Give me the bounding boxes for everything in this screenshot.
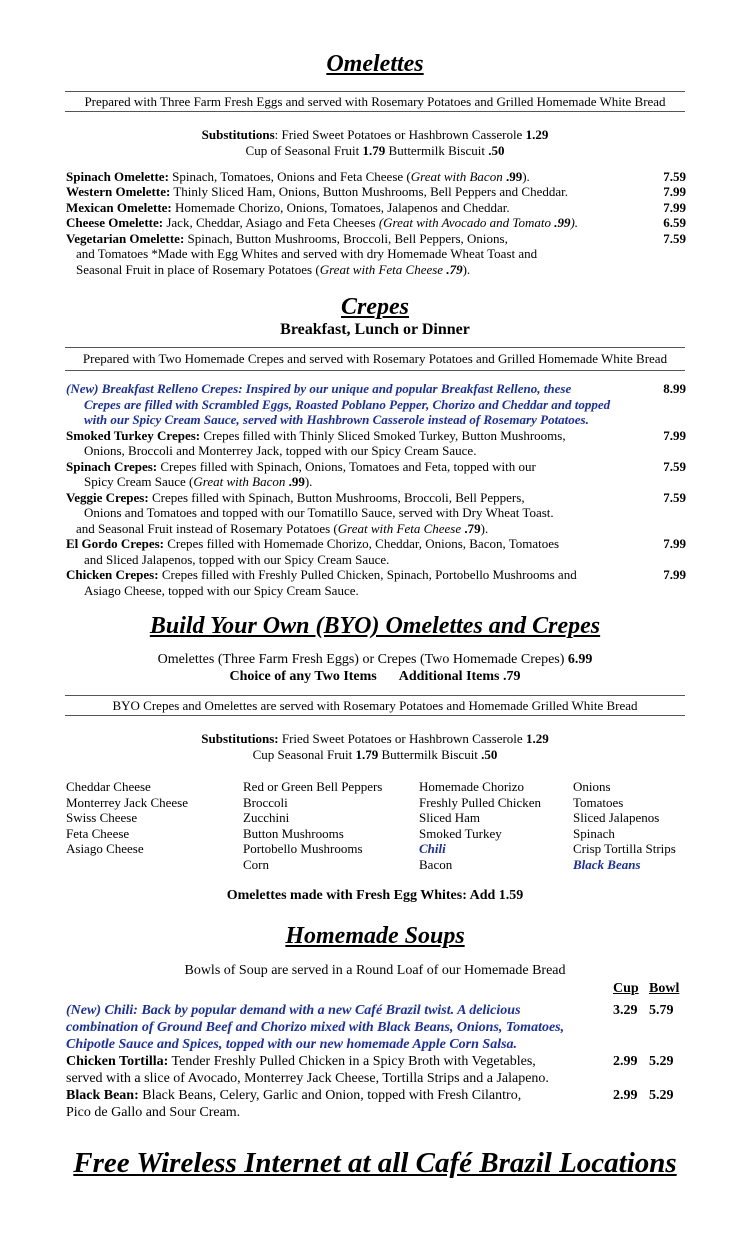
ingredient: Bacon	[419, 857, 453, 872]
menu-item-desc: with our Spicy Cream Sauce, served with Hashbrown Casserole instead of Rosemary Potatoes.	[84, 412, 589, 427]
ingredient: Asiago Cheese	[66, 841, 144, 856]
soups-intro: Bowls of Soup are served in a Round Loaf of our Homemade Bread	[184, 963, 566, 978]
bowl-price: 5.29	[649, 1088, 674, 1103]
menu-item: Chicken Crepes: Crepes filled with Freshly Pulled Chicken, Spinach, Portobello Mushrooms and	[66, 567, 577, 582]
menu-item-desc: Onions and Tomatoes and topped with our Tomatillo Sauce, served with Dry Wheat Toast.	[84, 505, 554, 520]
menu-item-desc: Onions, Broccoli and Monterrey Jack, topped with our Spicy Cream Sauce.	[84, 443, 477, 458]
ingredient: Swiss Cheese	[66, 810, 138, 825]
ingredient: Button Mushrooms	[243, 826, 344, 841]
ingredient: Freshly Pulled Chicken	[419, 795, 542, 810]
menu-item-desc: and Seasonal Fruit instead of Rosemary Potatoes (Great with Feta Cheese .79).	[76, 521, 489, 536]
ingredient: Corn	[243, 857, 269, 872]
cup-price: 3.29	[613, 1003, 638, 1018]
ingredient: Portobello Mushrooms	[243, 841, 363, 856]
crepes-subtitle: Breakfast, Lunch or Dinner	[280, 321, 470, 338]
soup-item-desc: Chipotle Sauce and Spices, topped with our new homemade Apple Corn Salsa.	[66, 1037, 518, 1052]
omelettes-title: Omelettes	[326, 51, 424, 77]
item-price: 7.99	[663, 567, 686, 582]
ingredient: Cheddar Cheese	[66, 779, 151, 794]
soup-item: (New) Chili: Back by popular demand with a new Café Brazil twist. A delicious	[66, 1003, 521, 1018]
omelettes-intro: Prepared with Three Farm Fresh Eggs and served with Rosemary Potatoes and Grilled Homemade White Bread	[84, 94, 666, 109]
byo-intro: BYO Crepes and Omelettes are served with Rosemary Potatoes and Homemade Grilled White Bread	[112, 698, 638, 713]
soup-item: Black Bean: Black Beans, Celery, Garlic and Onion, topped with Fresh Cilantro,	[66, 1088, 522, 1103]
wifi-banner: Free Wireless Internet at all Café Brazil Locations	[73, 1147, 677, 1179]
menu-item: Smoked Turkey Crepes: Crepes filled with Thinly Sliced Smoked Turkey, Button Mushrooms,	[66, 428, 566, 443]
item-price: 7.99	[663, 200, 686, 215]
ingredient: Feta Cheese	[66, 826, 130, 841]
item-price: 7.99	[663, 536, 686, 551]
bowl-price: 5.79	[649, 1003, 674, 1018]
byo-title: Build Your Own (BYO) Omelettes and Crepes	[149, 613, 601, 639]
soup-item-desc: combination of Ground Beef and Chorizo mixed with Black Beans, Onions, Tomatoes,	[66, 1020, 565, 1035]
menu-item: Western Omelette: Thinly Sliced Ham, Onions, Button Mushrooms, Bell Peppers and Cheddar.	[66, 184, 568, 199]
item-price: 7.99	[663, 184, 686, 199]
ingredient: Sliced Ham	[419, 810, 481, 825]
crepes-intro: Prepared with Two Homemade Crepes and served with Rosemary Potatoes and Grilled Homemade White Bread	[82, 351, 668, 366]
menu-item: Spinach Crepes: Crepes filled with Spinach, Onions, Tomatoes and Feta, topped with our	[66, 459, 536, 474]
cup-price: 2.99	[613, 1054, 638, 1069]
divider	[65, 695, 685, 696]
ingredient: Spinach	[573, 826, 615, 841]
bowl-header: Bowl	[649, 981, 680, 996]
menu-item-desc: Seasonal Fruit in place of Rosemary Potatoes (Great with Feta Cheese .79).	[76, 262, 471, 277]
ingredient: Tomatoes	[573, 795, 624, 810]
ingredient: Chili	[419, 841, 446, 856]
item-price: 6.59	[663, 215, 686, 230]
cup-header: Cup	[613, 981, 639, 996]
ingredient: Crisp Tortilla Strips	[573, 841, 676, 856]
menu-item-desc: and Sliced Jalapenos, topped with our Spicy Cream Sauce.	[84, 552, 390, 567]
ingredient: Monterrey Jack Cheese	[66, 795, 189, 810]
menu-item: Cheese Omelette: Jack, Cheddar, Asiago and Feta Cheeses (Great with Avocado and Tomato .99).	[66, 215, 579, 230]
ingredient: Broccoli	[243, 795, 288, 810]
soup-item: Chicken Tortilla: Tender Freshly Pulled Chicken in a Spicy Broth with Vegetables,	[66, 1054, 536, 1069]
byo-substitutions-2: Cup Seasonal Fruit 1.79 Buttermilk Biscuit .50	[252, 747, 498, 762]
menu-item-desc: Asiago Cheese, topped with our Spicy Cream Sauce.	[84, 583, 359, 598]
item-price: 7.59	[663, 459, 686, 474]
divider	[65, 715, 685, 716]
ingredient: Smoked Turkey	[419, 826, 502, 841]
omelettes-substitutions-2: Cup of Seasonal Fruit 1.79 Buttermilk Biscuit .50	[245, 143, 505, 158]
omelettes-substitutions: Substitutions: Fried Sweet Potatoes or Hashbrown Casserole 1.29	[201, 127, 549, 142]
soup-item-desc: served with a slice of Avocado, Monterrey Jack Cheese, Tortilla Strips and a Jalapeno.	[66, 1071, 549, 1086]
soup-item-desc: Pico de Gallo and Sour Cream.	[66, 1105, 241, 1120]
divider	[65, 370, 685, 371]
menu-item: El Gordo Crepes: Crepes filled with Homemade Chorizo, Cheddar, Onions, Bacon, Tomatoes	[66, 536, 560, 551]
item-price: 7.99	[663, 428, 686, 443]
menu-item: Veggie Crepes: Crepes filled with Spinach, Button Mushrooms, Broccoli, Bell Peppers,	[66, 490, 525, 505]
ingredient: Homemade Chorizo	[419, 779, 525, 794]
divider	[65, 91, 685, 92]
divider	[65, 111, 685, 112]
menu-item-desc: Crepes are filled with Scrambled Eggs, Roasted Poblano Pepper, Chorizo and Cheddar and topped	[84, 397, 611, 412]
menu-item-desc: Spicy Cream Sauce (Great with Bacon .99).	[84, 474, 313, 489]
egg-whites-note: Omelettes made with Fresh Egg Whites: Add 1.59	[226, 888, 524, 903]
ingredient: Red or Green Bell Peppers	[243, 779, 383, 794]
menu-item-desc: and Tomatoes *Made with Egg Whites and served with dry Homemade Wheat Toast and	[76, 246, 538, 261]
soups-title: Homemade Soups	[285, 923, 465, 949]
crepes-title: Crepes	[341, 294, 409, 320]
byo-substitutions: Substitutions: Fried Sweet Potatoes or Hashbrown Casserole 1.29	[201, 731, 549, 746]
item-price: 8.99	[663, 381, 686, 396]
ingredient: Black Beans	[573, 857, 641, 872]
byo-choices: Choice of any Two Items Additional Items .79	[229, 669, 521, 684]
menu-item: Spinach Omelette: Spinach, Tomatoes, Onions and Feta Cheese (Great with Bacon .99).	[66, 169, 530, 184]
cup-price: 2.99	[613, 1088, 638, 1103]
ingredient: Zucchini	[243, 810, 290, 825]
menu-item: Mexican Omelette: Homemade Chorizo, Onions, Tomatoes, Jalapenos and Cheddar.	[66, 200, 510, 215]
ingredient: Onions	[573, 779, 611, 794]
menu-item: (New) Breakfast Relleno Crepes: Inspired by our unique and popular Breakfast Relleno, these	[66, 381, 572, 396]
item-price: 7.59	[663, 169, 686, 184]
byo-base: Omelettes (Three Farm Fresh Eggs) or Crepes (Two Homemade Crepes) 6.99	[157, 652, 593, 667]
divider	[65, 347, 685, 348]
bowl-price: 5.29	[649, 1054, 674, 1069]
menu-item: Vegetarian Omelette: Spinach, Button Mushrooms, Broccoli, Bell Peppers, Onions,	[66, 231, 508, 246]
item-price: 7.59	[663, 231, 686, 246]
ingredient: Sliced Jalapenos	[573, 810, 660, 825]
item-price: 7.59	[663, 490, 686, 505]
